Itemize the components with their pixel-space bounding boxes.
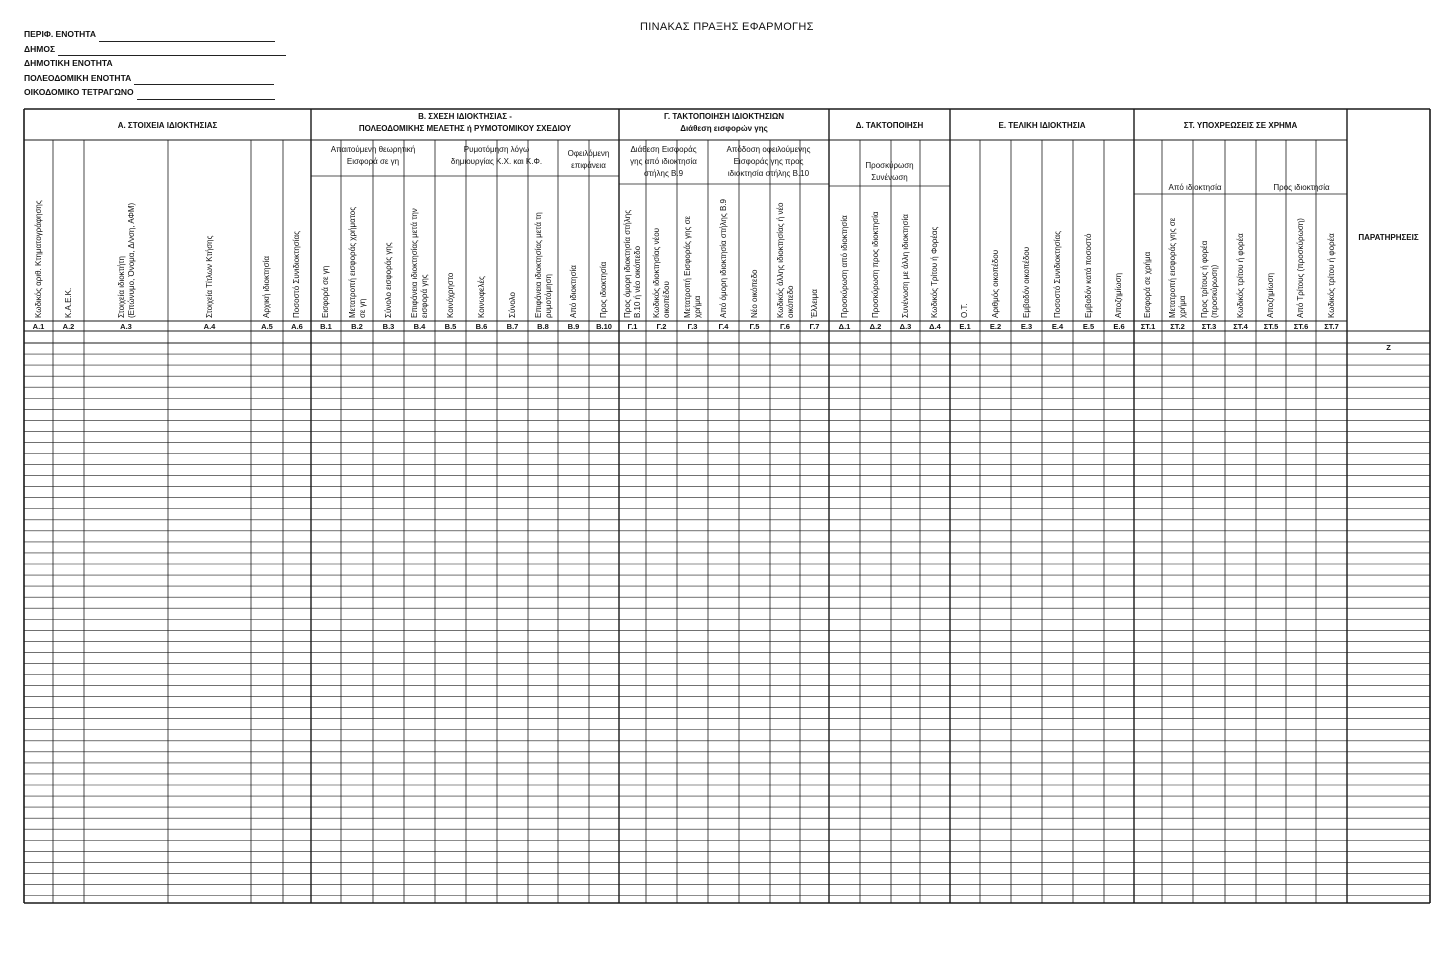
column-code: Ε.1 — [959, 322, 971, 331]
column-label-line: Επιφάνεια ιδιοκτησίας μετά τη — [533, 212, 543, 318]
group-title: Δ. ΤΑΚΤΟΠΟΙΗΣΗ — [855, 121, 924, 130]
column-label-line: Εισφορά σε χρήμα — [1143, 251, 1153, 318]
column-label — [64, 150, 74, 318]
column-label-line: Σύνολο εισφοράς γης — [383, 242, 393, 318]
column-label — [569, 186, 579, 318]
column-label-line: Επιφάνεια ιδιοκτησίας μετά την — [410, 208, 419, 318]
column-label-line: Κ.Α.Ε.Κ. — [63, 287, 73, 318]
column-label-line: Κωδικός αριθ. Κτηματογράφησης — [33, 200, 43, 318]
column-label-line: Εισφορά σε γη — [321, 265, 331, 318]
column-label-line: Συνένωση με άλλη ιδιοκτησία — [900, 214, 910, 318]
column-label — [750, 186, 760, 318]
column-code: Γ.7 — [809, 322, 820, 331]
column-code: Γ.3 — [687, 322, 698, 331]
column-code: ΣΤ.5 — [1263, 322, 1279, 331]
subgroup-label: Εισφοράς γης προς — [733, 157, 804, 166]
column-label-line: Προσκύρωση από ιδιοκτησία — [839, 215, 849, 318]
column-label-line: χρήμα — [1177, 295, 1187, 318]
column-label-line: Αποζημίωση — [1114, 272, 1124, 318]
column-label-line: Προς ιδιοκτησία — [599, 261, 609, 318]
column-label — [960, 150, 970, 318]
subgroup-label: ιδιοκτησία στήλης Β.10 — [727, 169, 810, 178]
column-label-line: Σύνολο — [507, 292, 517, 318]
column-label — [871, 196, 881, 318]
column-code: Ζ — [1386, 343, 1391, 352]
column-code: Β.7 — [506, 322, 519, 331]
column-code: ΣΤ.2 — [1170, 322, 1185, 331]
column-label-line: Στοιχεία ιδιοκτήτη — [116, 256, 126, 318]
column-label-line: χρήμα — [692, 295, 702, 318]
column-label-line: Προς τρίτους ή φορέα — [1199, 240, 1209, 318]
column-code: ΣΤ.3 — [1201, 322, 1217, 331]
column-label-line: Ο.Τ. — [960, 303, 970, 318]
column-label — [1266, 205, 1276, 318]
column-label-line: Νέο οικόπεδο — [749, 269, 759, 318]
column-code: Α.1 — [32, 322, 45, 331]
column-code: Β.10 — [596, 322, 612, 331]
column-label-line: Κωδικός Τρίτου ή Φορέας — [930, 226, 940, 318]
column-label-line: Μετατροπή εισφοράς γης σε — [1168, 217, 1177, 318]
column-code: Γ.1 — [627, 322, 638, 331]
column-code: Δ.2 — [869, 322, 882, 331]
column-label-line: οικόπεδο — [785, 285, 794, 318]
subgroup-label: επιφάνεια — [571, 161, 606, 170]
column-label — [205, 150, 215, 318]
field-label: ΠΕΡΙΦ. ΕΝΟΤΗΤΑ — [24, 29, 96, 39]
column-code: Γ.5 — [749, 322, 760, 331]
column-label-line: Μετατροπή εισφοράς χρήματος — [347, 206, 357, 318]
column-label-line: Κωδικός άλλης ιδιοκτησίας ή νέο — [775, 202, 785, 318]
column-code: Δ.4 — [929, 322, 941, 331]
column-label-line: Β.10 ή νέο οικόπεδο — [632, 245, 642, 318]
column-code: Α.3 — [120, 322, 132, 331]
group-subtitle: ΠΟΛΕΟΔΟΜΙΚΗΣ ΜΕΛΕΤΗΣ ή ΡΥΜΟΤΟΜΙΚΟΥ ΣΧΕΔΙΟΥ — [358, 124, 572, 133]
column-label — [930, 196, 940, 318]
column-code: Α.6 — [291, 322, 303, 331]
field-label: ΔΗΜΟΣ — [24, 43, 56, 54]
column-label — [384, 186, 394, 318]
column-label-line: Εμβαδόν κατά ποσοστό — [1083, 233, 1093, 318]
subgroup-label: γης από ιδιοκτησία — [630, 157, 697, 166]
column-label-line: (προσκύρωση) — [1209, 264, 1218, 318]
column-label — [1022, 150, 1032, 318]
column-code: ΣΤ.7 — [1324, 322, 1339, 331]
column-label — [34, 150, 44, 318]
subgroup-label: Απόδοση οφειλούμενης — [726, 145, 811, 154]
column-label-line: Αποζημίωση — [1266, 272, 1276, 318]
column-label — [1296, 205, 1306, 318]
column-code: ΣΤ.4 — [1233, 322, 1248, 331]
column-code: Α.5 — [261, 322, 273, 331]
group-title: Α. ΣΤΟΙΧΕΙΑ ΙΔΙΟΚΤΗΣΙΑΣ — [117, 121, 218, 130]
column-label — [117, 150, 136, 318]
column-label — [1327, 205, 1337, 318]
column-code: Β.8 — [537, 322, 549, 331]
subgroup-label: Εισφορά σε γη — [346, 157, 400, 166]
column-label — [1084, 150, 1094, 318]
field-label: ΠΟΛΕΟΔΟΜΙΚΗ ΕΝΟΤΗΤΑ — [24, 72, 132, 83]
column-label — [534, 186, 553, 318]
field-label: ΟΙΚΟΔΟΜΙΚΟ ΤΕΤΡΑΓΩΝΟ — [24, 87, 134, 97]
column-code: Γ.6 — [780, 322, 790, 331]
column-label-line: Από ιδιοκτησία — [568, 265, 578, 318]
column-code: Δ.3 — [899, 322, 912, 331]
subgroup-label: Προς ιδιοκτησία — [1273, 183, 1330, 192]
subgroup-label: στήλης Β.9 — [643, 169, 684, 178]
column-code: Β.6 — [475, 322, 488, 331]
column-label — [1143, 205, 1153, 318]
column-code: Β.9 — [567, 322, 580, 331]
column-label — [348, 186, 367, 318]
column-label — [262, 150, 272, 318]
column-label-line: Από Τρίτους (προσκύρωση) — [1296, 218, 1306, 318]
column-label — [840, 196, 850, 318]
group-title: ΣΤ. ΥΠΟΧΡΕΩΣΕΙΣ ΣΕ ΧΡΗΜΑ — [1183, 121, 1298, 130]
group-title: Β. ΣΧΕΣΗ ΙΔΙΟΚΤΗΣΙΑΣ - — [418, 112, 512, 121]
column-code: Β.4 — [413, 322, 426, 331]
field-label: ΔΗΜΟΤΙΚΗ ΕΝΟΤΗΤΑ — [24, 58, 113, 68]
column-code: Β.2 — [351, 322, 363, 331]
subgroup-label: Οφειλόμενη — [567, 149, 610, 158]
column-label — [599, 186, 609, 318]
column-code: Δ.1 — [838, 322, 851, 331]
column-code: Ε.3 — [1020, 322, 1033, 331]
column-code: Β.3 — [382, 322, 395, 331]
column-code: Ε.5 — [1082, 322, 1095, 331]
column-label-line: Μετατροπή Εισφοράς γης σε — [683, 215, 692, 318]
column-label — [508, 186, 518, 318]
column-label-line: οικοπέδου — [661, 281, 671, 318]
column-label — [1053, 150, 1063, 318]
column-label-line: Κωδικός τρίτου ή φορέα — [1235, 233, 1245, 318]
subgroup-label: Προσκύρωση — [865, 161, 914, 170]
column-label-line: Έλλειμα — [809, 289, 819, 318]
column-label-line: Προς όμορη ιδιοκτησία στήλης — [623, 209, 632, 318]
column-label — [446, 186, 456, 318]
column-label — [719, 186, 729, 318]
column-label — [1236, 205, 1246, 318]
column-code: Β.5 — [444, 322, 457, 331]
column-label — [410, 186, 429, 318]
column-label-line: Κοινωφελές — [476, 276, 486, 318]
column-code: Β.1 — [320, 322, 332, 331]
column-label-line: Στοιχεία Τίτλων Κτήσης — [204, 235, 214, 318]
column-label-line: Κωδικός τρίτου ή φορέα — [1326, 233, 1336, 318]
column-label-line: (Επώνυμο, Όνομα, Δ/νση, ΑΦΜ) — [126, 202, 135, 318]
column-label-line: εισφορά γης — [419, 274, 429, 318]
column-label-line: Ποσοστό Συνιδιοκτησίας — [292, 231, 302, 318]
remarks-header: ΠΑΡΑΤΗΡΗΣΕΙΣ — [1358, 233, 1419, 242]
column-label-line: Κοινόχρηστο — [445, 272, 455, 318]
column-label-line: Ποσοστό Συνιδιοκτησίας — [1052, 231, 1062, 318]
column-label — [901, 196, 911, 318]
column-label-line: ρυμοτόμηση — [543, 274, 552, 318]
subgroup-label: Διάθεση Εισφοράς — [630, 145, 697, 154]
column-code: Ε.2 — [989, 322, 1002, 331]
column-code: Ε.6 — [1113, 322, 1125, 331]
group-title: Γ. ΤΑΚΤΟΠΟΙΗΣΗ ΙΔΙΟΚΤΗΣΙΩΝ — [663, 112, 785, 121]
column-label-line: Κωδικός ιδιοκτησίας νέου — [652, 227, 661, 318]
subgroup-label: Απαιτούμενη θεωρητική — [330, 145, 416, 154]
subgroup-label: Ρυμοτόμηση λόγω — [463, 145, 530, 154]
column-label — [321, 186, 331, 318]
column-code: ΣΤ.1 — [1140, 322, 1156, 331]
group-subtitle: Διάθεση εισφορών γης — [680, 124, 768, 133]
column-label — [1114, 150, 1124, 318]
column-label — [477, 186, 487, 318]
column-label-line: Αριθμός οικοπέδου — [990, 249, 1000, 318]
column-label — [776, 186, 795, 318]
column-label — [1168, 205, 1187, 318]
subgroup-label: Συνένωση — [871, 173, 908, 182]
document-title: ΠΙΝΑΚΑΣ ΠΡΑΞΗΣ ΕΦΑΡΜΟΓΗΣ — [640, 21, 814, 33]
column-label-line: Εμβαδόν οικοπέδου — [1021, 246, 1031, 318]
column-label — [991, 150, 1001, 318]
column-label-line: Αρχική ιδιοκτησία — [262, 256, 272, 318]
column-label-line: Από όμορη ιδιοκτησία στήλης Β.9 — [718, 199, 728, 318]
column-code: Α.2 — [62, 322, 75, 331]
column-code: Ε.4 — [1051, 322, 1064, 331]
column-label — [810, 186, 820, 318]
column-label — [683, 186, 702, 318]
subgroup-label: δημιουργίας Κ.Χ. και Κ.Φ. — [450, 157, 543, 166]
column-code: Γ.4 — [718, 322, 729, 331]
column-label-line: σε γη — [357, 298, 366, 318]
subgroup-label: Από ιδιοκτησία — [1168, 183, 1222, 192]
column-code: ΣΤ.6 — [1293, 322, 1309, 331]
column-label-line: Προσκύρωση προς ιδιοκτησία — [870, 211, 880, 318]
group-title: Ε. ΤΕΛΙΚΗ ΙΔΙΟΚΤΗΣΙΑ — [998, 121, 1086, 130]
column-label — [292, 150, 302, 318]
column-label — [1200, 205, 1219, 318]
column-label — [652, 186, 671, 318]
column-code: Α.4 — [203, 322, 216, 331]
column-label — [623, 186, 642, 318]
column-code: Γ.2 — [656, 322, 667, 331]
